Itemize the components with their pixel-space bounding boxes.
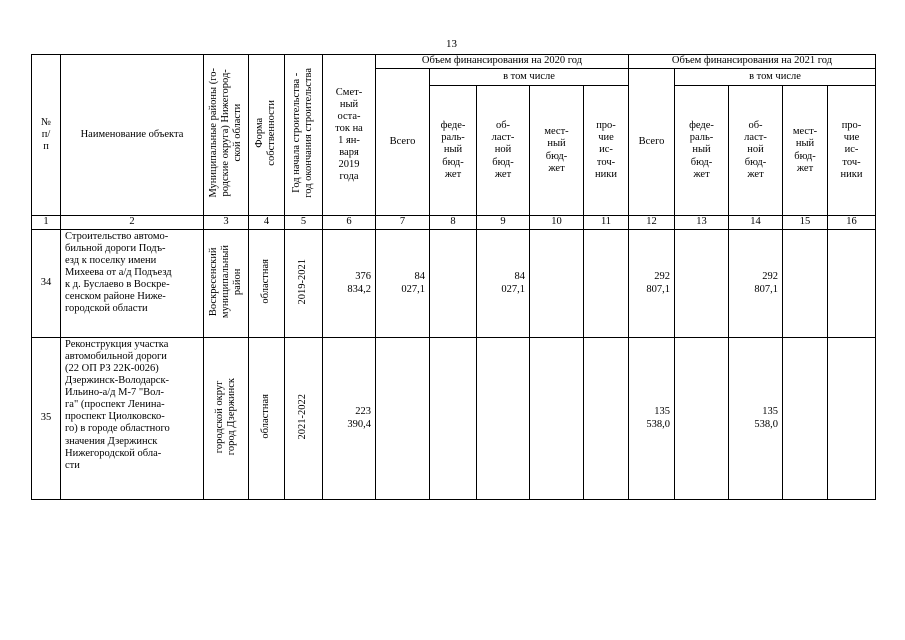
page-number: 13 — [446, 38, 457, 50]
row-object-name: Реконструкция участка автомобильной дороги (22 ОП РЗ 22К-0026) Дзержинск-Володарск- Ильино-а/д М-7 "Вол- га" (проспект Ленина- проспект Циолковско- го) в городе областного значения Дзержинск Нижегородской обла- сти — [61, 338, 204, 500]
row-local-2021 — [783, 230, 828, 338]
header-name: Наименование объекта — [61, 55, 204, 216]
row-district-text: городской округ город Дзержинск — [213, 377, 237, 456]
header-years — [285, 55, 323, 216]
header-fin-2021: Объем финансирования на 2021 год — [629, 55, 876, 69]
header-district-text: Муниципальные районы (го- родские округа) Нижегород- ской области — [207, 68, 244, 198]
header-local-2020: мест- ный бюд- жет — [530, 86, 584, 216]
column-number: 9 — [477, 216, 530, 230]
row-federal-2021 — [675, 338, 729, 500]
header-regional-2020: об- ласт- ной бюд- жет — [477, 86, 530, 216]
row-estimate: 376 834,2 — [323, 230, 376, 338]
header-estimate: Смет- ный оста- ток на 1 ян- варя 2019 года — [323, 55, 376, 216]
column-number-row — [32, 216, 876, 230]
row-district — [204, 230, 249, 338]
column-number: 12 — [629, 216, 675, 230]
row-ownership — [249, 338, 285, 500]
row-regional-2021: 135 538,0 — [729, 338, 783, 500]
row-regional-2021: 292 807,1 — [729, 230, 783, 338]
header-other-2021: про- чие ис- точ- ники — [828, 86, 876, 216]
table-row — [32, 230, 876, 338]
row-local-2020 — [530, 338, 584, 500]
header-ownership-text: Форма собственности — [254, 100, 278, 166]
row-ownership-text: областная — [260, 394, 272, 439]
row-other-2020 — [584, 230, 629, 338]
financing-table — [31, 54, 876, 500]
row-district-text: Воскресенский муниципальный район — [207, 244, 244, 318]
row-other-2021 — [828, 338, 876, 500]
row-local-2021 — [783, 338, 828, 500]
column-number: 15 — [783, 216, 828, 230]
column-number: 16 — [828, 216, 876, 230]
header-ownership — [249, 55, 285, 216]
row-object-name: Строительство автомо- бильной дороги Подъ- езд к поселку имени Михеева от а/д Подъезд к д. Буслаево в Воскре- сенском районе Ниже- городской области — [61, 230, 204, 338]
row-other-2020 — [584, 338, 629, 500]
header-fin-2020: Объем финансирования на 2020 год — [376, 55, 629, 69]
row-federal-2020 — [430, 338, 477, 500]
column-number: 10 — [530, 216, 584, 230]
row-years — [285, 230, 323, 338]
row-total-2021: 135 538,0 — [629, 338, 675, 500]
column-number: 6 — [323, 216, 376, 230]
header-other-2020: про- чие ис- точ- ники — [584, 86, 629, 216]
header-district — [204, 55, 249, 216]
row-federal-2020 — [430, 230, 477, 338]
row-ownership — [249, 230, 285, 338]
row-regional-2020 — [477, 338, 530, 500]
header-years-text: Год начала строительства - год окончания строительства — [291, 68, 315, 198]
row-total-2020 — [376, 338, 430, 500]
row-district — [204, 338, 249, 500]
row-years-text: 2019-2021 — [297, 258, 309, 305]
header-federal-2021: феде- раль- ный бюд- жет — [675, 86, 729, 216]
column-number: 13 — [675, 216, 729, 230]
column-number: 8 — [430, 216, 477, 230]
row-local-2020 — [530, 230, 584, 338]
column-number: 14 — [729, 216, 783, 230]
row-num: 35 — [32, 338, 61, 500]
row-regional-2020: 84 027,1 — [477, 230, 530, 338]
column-number: 11 — [584, 216, 629, 230]
header-local-2021: мест- ный бюд- жет — [783, 86, 828, 216]
row-total-2021: 292 807,1 — [629, 230, 675, 338]
header-incl-2020: в том числе — [430, 69, 629, 86]
table-row — [32, 338, 876, 500]
header-federal-2020: феде- раль- ный бюд- жет — [430, 86, 477, 216]
row-other-2021 — [828, 230, 876, 338]
header-row-1 — [32, 55, 876, 69]
row-num: 34 — [32, 230, 61, 338]
header-num: № п/ п — [32, 55, 61, 216]
column-number: 2 — [61, 216, 204, 230]
header-total-2020: Всего — [376, 69, 430, 216]
column-number: 3 — [204, 216, 249, 230]
row-estimate: 223 390,4 — [323, 338, 376, 500]
column-number: 1 — [32, 216, 61, 230]
header-total-2021: Всего — [629, 69, 675, 216]
column-number: 5 — [285, 216, 323, 230]
row-years — [285, 338, 323, 500]
row-years-text: 2021-2022 — [297, 393, 309, 440]
column-number: 7 — [376, 216, 430, 230]
row-ownership-text: областная — [260, 259, 272, 304]
row-federal-2021 — [675, 230, 729, 338]
column-number: 4 — [249, 216, 285, 230]
header-incl-2021: в том числе — [675, 69, 876, 86]
header-regional-2021: об- ласт- ной бюд- жет — [729, 86, 783, 216]
row-total-2020: 84 027,1 — [376, 230, 430, 338]
